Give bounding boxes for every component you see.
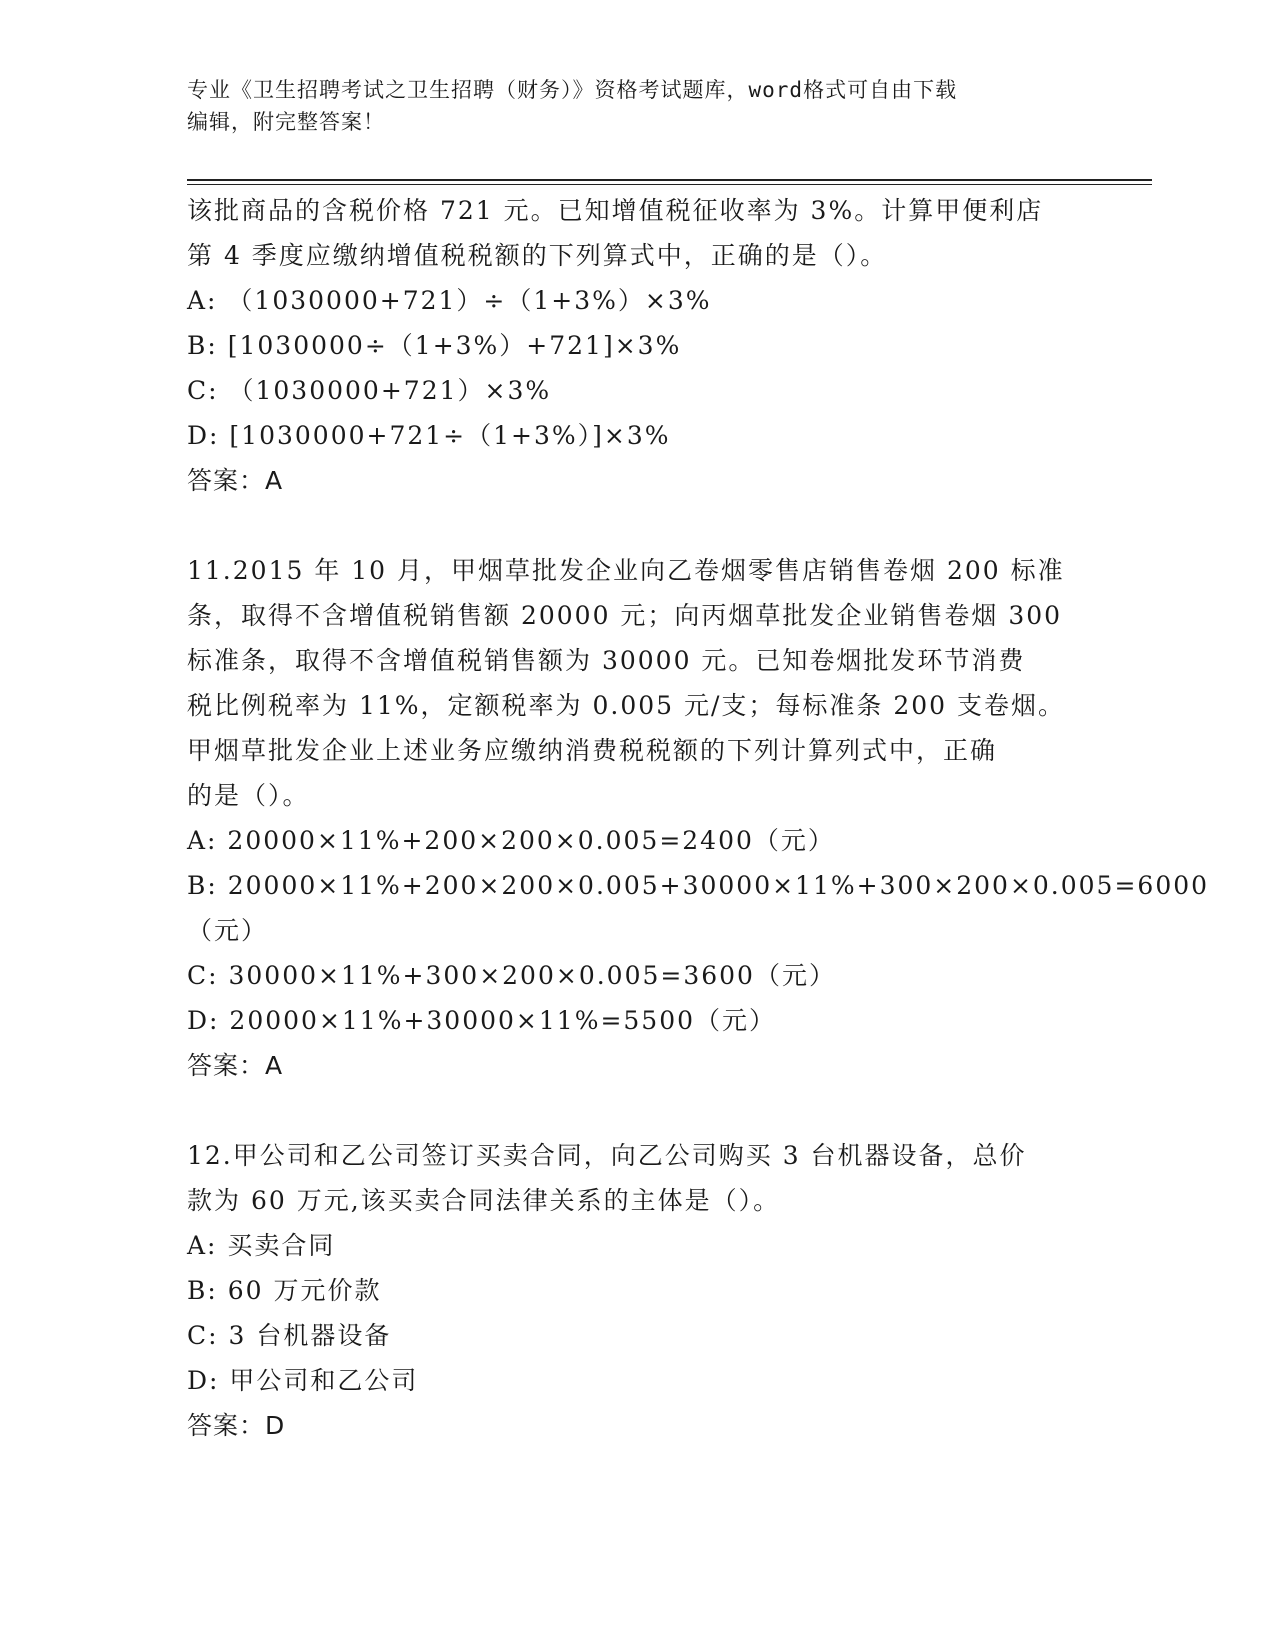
option-d: D: [1030000+721÷（1+3%）]×3%: [187, 421, 671, 450]
question-stem-line: 的是（）。: [187, 781, 310, 810]
option-c: C: 3 台机器设备: [187, 1321, 392, 1350]
question-stem-line: 12.甲公司和乙公司签订买卖合同，向乙公司购买 3 台机器设备，总价: [187, 1141, 1027, 1170]
question-stem-line: 甲烟草批发企业上述业务应缴纳消费税税额的下列计算列式中，正确: [187, 736, 998, 765]
option-b-continued: （元）: [187, 916, 269, 945]
option-b: B: 20000×11%+200×200×0.005+30000×11%+300×200×0.005=6000: [187, 871, 1210, 900]
page-header: [187, 74, 1067, 138]
question-stem-line: 税比例税率为 11%，定额税率为 0.005 元/支；每标准条 200 支卷烟。: [187, 691, 1066, 720]
question-stem-line: 该批商品的含税价格 721 元。已知增值税征收率为 3%。计算甲便利店: [187, 196, 1044, 225]
option-c: C: 30000×11%+300×200×0.005=3600（元）: [187, 961, 836, 990]
question-stem-line: 条，取得不含增值税销售额 20000 元；向丙烟草批发企业销售卷烟 300: [187, 601, 1063, 630]
questions-content: [187, 188, 1210, 1448]
answer-label: 答案：D: [187, 1411, 286, 1440]
spacer: [187, 503, 1087, 548]
option-b: B: [1030000÷（1+3%）+721]×3%: [187, 331, 682, 360]
header-line-2: 编辑，附完整答案！: [187, 110, 385, 134]
option-a: A: 买卖合同: [187, 1231, 336, 1260]
question-stem-line: 款为 60 万元,该买卖合同法律关系的主体是（）。: [187, 1186, 781, 1215]
question-10: [187, 188, 1087, 503]
question-11: [187, 548, 1210, 1088]
header-rule-thick: [187, 179, 1152, 181]
option-d: D: 甲公司和乙公司: [187, 1366, 419, 1395]
question-12: [187, 1133, 1087, 1448]
question-stem-line: 标准条，取得不含增值税销售额为 30000 元。已知卷烟批发环节消费: [187, 646, 1026, 675]
answer-label: 答案：A: [187, 466, 284, 495]
option-c: C: （1030000+721）×3%: [187, 376, 552, 405]
option-b: B: 60 万元价款: [187, 1276, 382, 1305]
question-stem-line: 第 4 季度应缴纳增值税税额的下列算式中，正确的是（）。: [187, 241, 888, 270]
answer-label: 答案：A: [187, 1051, 284, 1080]
header-line-1: 专业《卫生招聘考试之卫生招聘（财务）》资格考试题库，word格式可自由下载: [187, 78, 958, 102]
spacer: [187, 1088, 1087, 1133]
header-rule-thin: [187, 184, 1152, 185]
option-a: A: （1030000+721）÷（1+3%）×3%: [187, 286, 712, 315]
question-stem-line: 11.2015 年 10 月，甲烟草批发企业向乙卷烟零售店销售卷烟 200 标准: [187, 556, 1065, 585]
option-d: D: 20000×11%+30000×11%=5500（元）: [187, 1006, 777, 1035]
option-a: A: 20000×11%+200×200×0.005=2400（元）: [187, 826, 835, 855]
